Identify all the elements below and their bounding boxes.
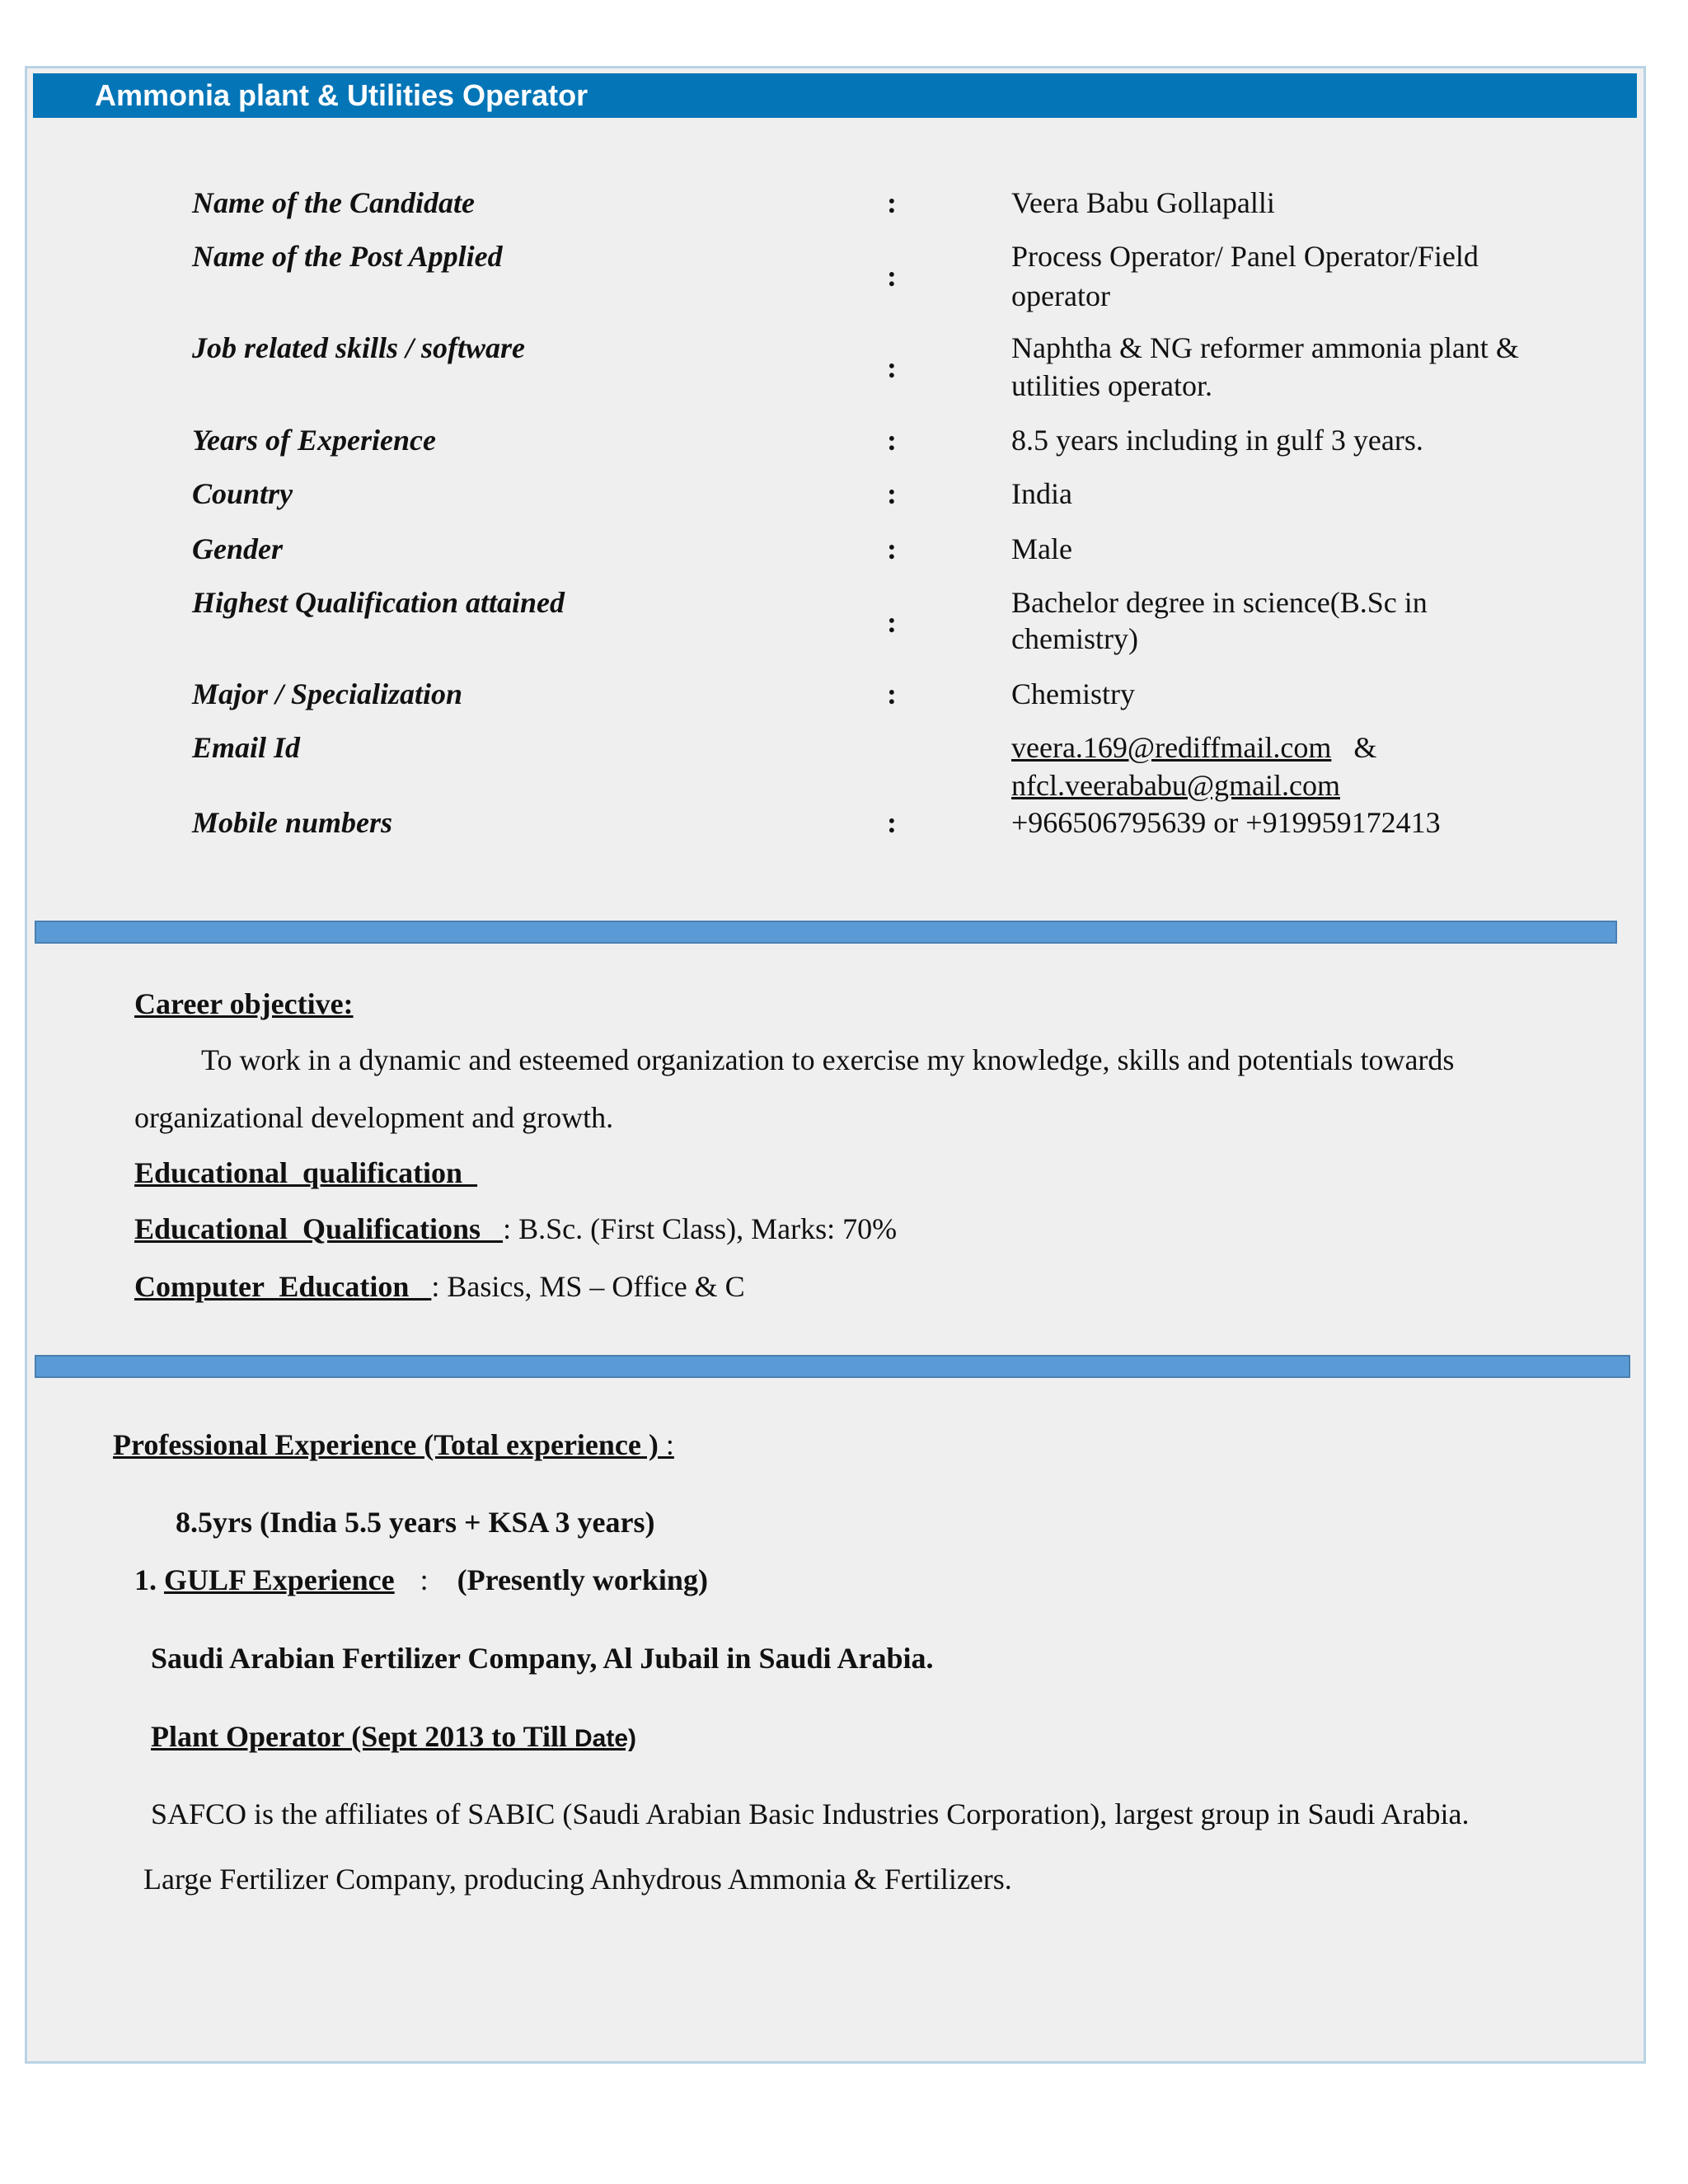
row-colon: :	[887, 677, 897, 710]
row-value: Chemistry	[1011, 677, 1135, 710]
company-description-line: SAFCO is the affiliates of SABIC (Saudi Arabian Basic Industries Corporation), largest group in Saudi Arabia.	[151, 1797, 1470, 1830]
page-title: Ammonia plant & Utilities Operator	[95, 78, 588, 112]
comp-value: : Basics, MS – Office & C	[431, 1270, 745, 1303]
career-text-line: To work in a dynamic and esteemed organization to exercise my knowledge, skills and potentials towards	[201, 1043, 1455, 1076]
row-label: Major / Specialization	[192, 677, 463, 710]
experience-heading-colon: :	[658, 1428, 674, 1461]
row-label: Highest Qualification attained	[192, 586, 565, 619]
education-heading: Educational qualification	[134, 1156, 478, 1189]
row-value: 8.5 years including in gulf 3 years.	[1011, 424, 1423, 457]
company-name: Saudi Arabian Fertilizer Company, Al Jubail in Saudi Arabia.	[151, 1642, 934, 1675]
company-description-line: Large Fertilizer Company, producing Anhydrous Ammonia & Fertilizers.	[143, 1863, 1012, 1896]
email-link-1[interactable]: veera.169@rediffmail.com	[1011, 731, 1332, 764]
experience-heading	[113, 1425, 674, 1465]
row-value: Male	[1011, 532, 1072, 565]
row-colon: :	[887, 186, 897, 219]
row-colon: :	[887, 477, 897, 510]
row-colon: :	[887, 424, 897, 457]
section-divider	[35, 921, 1617, 944]
row-colon: :	[887, 806, 897, 839]
row-colon: :	[887, 351, 897, 384]
email-value-cont	[1011, 766, 1605, 805]
qual-label: Educational Qualifications	[134, 1212, 504, 1245]
email-amp: &	[1353, 731, 1377, 764]
gulf-label: GULF Experience	[164, 1563, 395, 1596]
experience-total: 8.5yrs (India 5.5 years + KSA 3 years)	[176, 1506, 655, 1539]
qual-value: : B.Sc. (First Class), Marks: 70%	[503, 1212, 898, 1245]
row-label: Gender	[192, 532, 283, 565]
row-value-cont: chemistry)	[1011, 622, 1138, 655]
row-value: Veera Babu Gollapalli	[1011, 186, 1275, 219]
email-value	[1011, 728, 1605, 767]
row-label: Mobile numbers	[192, 806, 393, 839]
education-qualifications	[134, 1209, 897, 1249]
gulf-sep: :	[420, 1563, 429, 1596]
gulf-experience-line	[134, 1560, 708, 1600]
row-label: Name of the Candidate	[192, 186, 475, 219]
career-text-line: organizational development and growth.	[134, 1101, 614, 1134]
role-date: Date)	[574, 1725, 637, 1752]
section-divider	[35, 1355, 1630, 1378]
career-heading: Career objective:	[134, 987, 354, 1020]
row-value-cont: utilities operator.	[1011, 369, 1212, 402]
row-value: +966506795639 or +919959172413	[1011, 806, 1441, 839]
row-label: Years of Experience	[192, 424, 436, 457]
row-label: Country	[192, 477, 293, 510]
row-value: Naphtha & NG reformer ammonia plant &	[1011, 331, 1519, 364]
row-colon: :	[887, 260, 897, 293]
row-colon: :	[887, 532, 897, 565]
row-label: Job related skills / software	[192, 331, 525, 364]
experience-heading-text: Professional Experience (Total experience )	[113, 1428, 659, 1461]
role-title	[151, 1717, 636, 1759]
row-value: Bachelor degree in science(B.Sc in	[1011, 586, 1428, 619]
gulf-status: (Presently working)	[457, 1563, 708, 1596]
gulf-prefix: 1.	[134, 1563, 157, 1596]
computer-education	[134, 1267, 745, 1306]
row-label: Name of the Post Applied	[192, 240, 503, 273]
comp-label: Computer Education	[134, 1270, 432, 1303]
email-link-2[interactable]: nfcl.veerababu@gmail.com	[1011, 769, 1340, 802]
row-value: Process Operator/ Panel Operator/Field	[1011, 240, 1479, 273]
row-value-cont: operator	[1011, 279, 1110, 312]
title-bar	[33, 73, 1637, 118]
email-label: Email Id	[192, 731, 301, 764]
role-main: Plant Operator (Sept 2013 to Till	[151, 1720, 568, 1753]
row-value: India	[1011, 477, 1072, 510]
row-colon: :	[887, 606, 897, 639]
